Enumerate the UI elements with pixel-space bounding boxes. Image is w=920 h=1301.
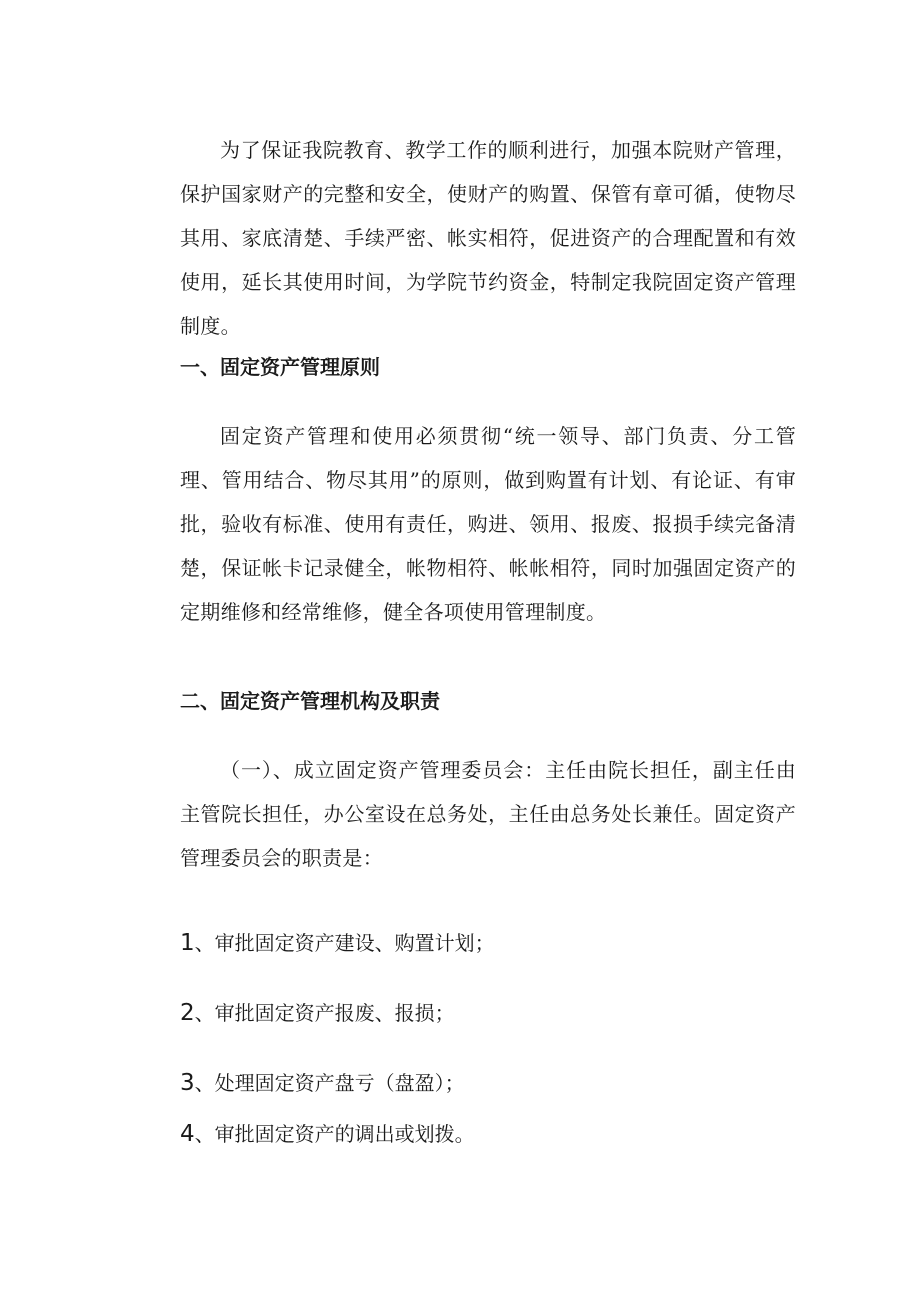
section-2-paragraph: （一）、成立固定资产管理委员会：主任由院长担任，副主任由主管院长担任，办公室设在总务处，主任由总务处长兼任。固定资产管理委员会的职责是： — [180, 758, 796, 870]
list-item-1 — [180, 928, 495, 958]
list-item-number: 2 — [180, 1000, 195, 1026]
section-1-heading: 一、固定资产管理原则 — [180, 355, 380, 379]
intro-paragraph: 为了保证我院教育、教学工作的顺利进行，加强本院财产管理，保护国家财产的完整和安全，使财产的购置、保管有章可循，使物尽其用、家底清楚、手续严密、帐实相符，促进资产的合理配置和有效使用，延长其使用时间，为学院节约资金，特制定我院固定资产管理制度。 — [180, 138, 796, 338]
list-item-3 — [180, 1068, 465, 1098]
list-item-number: 3 — [180, 1070, 195, 1096]
list-item-number: 1 — [180, 930, 195, 956]
section-1-paragraph: 固定资产管理和使用必须贯彻“统一领导、部门负责、分工管理、管用结合、物尽其用”的原则，做到购置有计划、有论证、有审批，验收有标准、使用有责任，购进、领用、报废、报损手续完备清楚，保证帐卡记录健全，帐物相符、帐帐相符，同时加强固定资产的定期维修和经常维修，健全各项使用管理制度。 — [180, 424, 796, 624]
list-item-text: 、审批固定资产建设、购置计划； — [194, 931, 495, 955]
list-item-number: 4 — [180, 1121, 195, 1147]
section-2-heading: 二、固定资产管理机构及职责 — [180, 689, 440, 713]
list-item-text: 、处理固定资产盘亏（盘盈）； — [194, 1071, 465, 1095]
list-item-2 — [180, 998, 455, 1028]
list-item-4 — [180, 1119, 475, 1149]
list-item-text: 、审批固定资产报废、报损； — [194, 1001, 455, 1025]
list-item-text: 、审批固定资产的调出或划拨。 — [194, 1122, 475, 1146]
